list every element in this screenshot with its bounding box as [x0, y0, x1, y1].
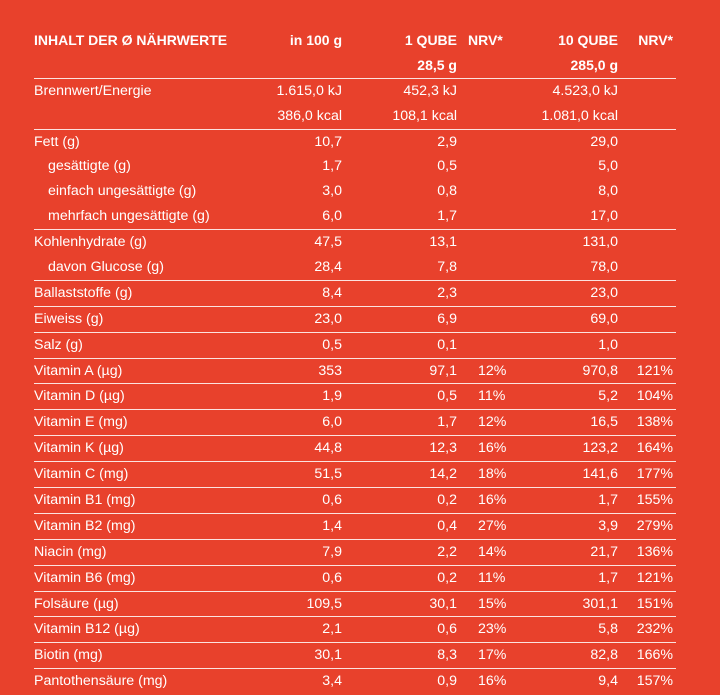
value-qube1: 0,9	[437, 673, 457, 690]
value-qube1: 13,1	[429, 234, 457, 251]
value-qube1: 452,3 kJ	[403, 82, 457, 99]
value-per100: 23,0	[314, 310, 342, 327]
value-per100: 10,7	[314, 133, 342, 150]
value-per100: 3,4	[322, 673, 342, 690]
value-per100: 1,9	[322, 388, 342, 405]
value-qube10: 4.523,0 kJ	[552, 82, 618, 99]
table-row	[34, 104, 676, 129]
value-qube1: 14,2	[429, 466, 457, 483]
value-nrv10: 155%	[636, 492, 673, 509]
row-label: Pantothensäure (mg)	[34, 673, 168, 690]
header-row	[34, 28, 676, 53]
header-nrv10: NRV*	[638, 32, 673, 48]
value-nrv10: 104%	[636, 388, 673, 405]
header-nrv1: NRV*	[468, 32, 503, 48]
value-qube10: 82,8	[590, 647, 618, 664]
value-nrv1: 11%	[478, 388, 506, 405]
value-qube1: 97,1	[429, 362, 457, 379]
value-per100: 8,4	[322, 284, 342, 301]
row-label: Vitamin B1 (mg)	[34, 492, 136, 509]
row-label: Folsäure (µg)	[34, 595, 119, 612]
row-label: Brennwert/Energie	[34, 82, 152, 99]
table-row	[34, 513, 676, 539]
value-qube10: 1,7	[598, 492, 618, 509]
value-qube1: 0,4	[437, 517, 457, 534]
value-qube1: 1,7	[437, 208, 457, 225]
value-nrv1: 23%	[478, 621, 507, 638]
value-qube10: 5,8	[598, 621, 618, 638]
value-per100: 28,4	[314, 259, 342, 276]
row-label: Vitamin B12 (µg)	[34, 621, 140, 638]
value-per100: 1,4	[322, 517, 342, 534]
value-qube10: 23,0	[590, 284, 618, 301]
header-qube1: 1 QUBE	[404, 32, 457, 48]
value-qube10: 9,4	[598, 673, 618, 690]
value-per100: 51,5	[314, 466, 342, 483]
value-qube1: 0,6	[437, 621, 457, 638]
value-qube1: 2,2	[437, 543, 457, 560]
row-label: einfach ungesättigte (g)	[48, 183, 197, 200]
value-qube10: 16,5	[590, 414, 618, 431]
table-row	[34, 616, 676, 642]
row-label: davon Glucose (g)	[48, 259, 164, 276]
value-qube10: 301,1	[582, 595, 618, 612]
value-nrv10: 177%	[636, 466, 673, 483]
value-nrv1: 18%	[478, 466, 507, 483]
row-label: Vitamin B2 (mg)	[34, 517, 136, 534]
value-qube1: 12,3	[429, 440, 457, 457]
table-row	[34, 179, 676, 204]
nutrition-table	[34, 28, 676, 694]
value-per100: 1,7	[322, 158, 342, 175]
header-weight-row	[34, 53, 676, 78]
value-nrv10: 279%	[636, 517, 673, 534]
value-per100: 44,8	[314, 440, 342, 457]
value-qube10: 1,0	[598, 336, 618, 353]
value-qube10: 69,0	[590, 310, 618, 327]
value-per100: 7,9	[322, 543, 342, 560]
row-label: gesättigte (g)	[48, 158, 131, 175]
table-row	[34, 332, 676, 358]
table-row	[34, 565, 676, 591]
table-row	[34, 280, 676, 306]
value-nrv1: 27%	[478, 517, 507, 534]
table-row	[34, 487, 676, 513]
row-label: Niacin (mg)	[34, 543, 107, 560]
value-per100: 109,5	[306, 595, 342, 612]
value-nrv10: 138%	[636, 414, 673, 431]
value-qube10: 131,0	[582, 234, 618, 251]
value-qube1: 0,5	[437, 388, 457, 405]
table-row	[34, 642, 676, 668]
value-qube10: 970,8	[582, 362, 618, 379]
value-per100: 6,0	[322, 414, 342, 431]
header-qube1-weight: 28,5 g	[417, 56, 457, 73]
value-qube1: 2,9	[437, 133, 457, 150]
row-label: Vitamin K (µg)	[34, 440, 124, 457]
value-per100: 386,0 kcal	[277, 107, 342, 124]
value-qube1: 0,2	[437, 492, 457, 509]
value-qube10: 29,0	[590, 133, 618, 150]
value-nrv1: 16%	[478, 492, 507, 509]
table-row	[34, 154, 676, 179]
row-label: mehrfach ungesättigte (g)	[48, 208, 210, 225]
header-qube10-weight: 285,0 g	[570, 56, 618, 73]
table-row	[34, 306, 676, 332]
row-label: Salz (g)	[34, 336, 83, 353]
value-qube1: 0,2	[437, 569, 457, 586]
table-row	[34, 204, 676, 229]
table-row	[34, 461, 676, 487]
table-row	[34, 591, 676, 617]
value-qube10: 3,9	[598, 517, 618, 534]
row-label: Vitamin B6 (mg)	[34, 569, 136, 586]
value-per100: 47,5	[314, 234, 342, 251]
value-nrv10: 121%	[636, 569, 673, 586]
value-nrv10: 166%	[636, 647, 673, 664]
value-nrv1: 12%	[478, 414, 507, 431]
value-per100: 0,6	[322, 492, 342, 509]
row-label: Kohlenhydrate (g)	[34, 234, 147, 251]
value-qube10: 17,0	[590, 208, 618, 225]
value-qube1: 0,1	[437, 336, 457, 353]
table-row	[34, 229, 676, 255]
value-qube1: 0,8	[437, 183, 457, 200]
value-qube1: 6,9	[437, 310, 457, 327]
value-nrv10: 164%	[636, 440, 673, 457]
table-row	[34, 383, 676, 409]
row-label: Vitamin A (µg)	[34, 362, 123, 379]
row-label: Biotin (mg)	[34, 647, 103, 664]
header-qube10: 10 QUBE	[558, 32, 618, 48]
value-nrv1: 15%	[478, 595, 507, 612]
value-qube10: 1,7	[598, 569, 618, 586]
value-per100: 0,5	[322, 336, 342, 353]
table-row	[34, 255, 676, 280]
value-qube10: 78,0	[590, 259, 618, 276]
value-nrv10: 232%	[636, 621, 673, 638]
value-nrv1: 11%	[478, 569, 506, 586]
value-per100: 6,0	[322, 208, 342, 225]
table-title: INHALT DER Ø NÄHRWERTE	[34, 32, 228, 48]
value-per100: 30,1	[314, 647, 342, 664]
table-row	[34, 668, 676, 694]
value-qube10: 21,7	[590, 543, 618, 560]
value-per100: 1.615,0 kJ	[276, 82, 342, 99]
table-row	[34, 78, 676, 104]
value-qube1: 8,3	[437, 647, 457, 664]
value-per100: 2,1	[322, 621, 342, 638]
value-qube10: 8,0	[598, 183, 618, 200]
value-per100: 0,6	[322, 569, 342, 586]
value-qube1: 1,7	[437, 414, 457, 431]
table-row	[34, 358, 676, 384]
value-nrv10: 151%	[636, 595, 673, 612]
value-per100: 353	[318, 362, 342, 379]
row-label: Vitamin E (mg)	[34, 414, 128, 431]
value-nrv1: 14%	[478, 543, 507, 560]
row-label: Eiweiss (g)	[34, 310, 104, 327]
value-qube1: 2,3	[437, 284, 457, 301]
value-qube1: 7,8	[437, 259, 457, 276]
value-nrv1: 16%	[478, 440, 507, 457]
value-qube10: 5,0	[598, 158, 618, 175]
value-nrv1: 17%	[478, 647, 507, 664]
row-label: Fett (g)	[34, 133, 80, 150]
value-nrv1: 12%	[478, 362, 507, 379]
value-qube10: 141,6	[582, 466, 618, 483]
value-qube1: 0,5	[437, 158, 457, 175]
row-label: Ballaststoffe (g)	[34, 284, 133, 301]
value-qube10: 1.081,0 kcal	[541, 107, 618, 124]
value-qube1: 108,1 kcal	[392, 107, 457, 124]
row-label: Vitamin C (mg)	[34, 466, 129, 483]
table-row	[34, 129, 676, 155]
value-qube10: 5,2	[598, 388, 618, 405]
table-row	[34, 409, 676, 435]
value-qube10: 123,2	[582, 440, 618, 457]
row-label: Vitamin D (µg)	[34, 388, 125, 405]
value-nrv10: 136%	[636, 543, 673, 560]
table-row	[34, 539, 676, 565]
value-nrv1: 16%	[478, 673, 507, 690]
value-per100: 3,0	[322, 183, 342, 200]
table-body	[34, 78, 676, 694]
value-nrv10: 157%	[636, 673, 673, 690]
table-row	[34, 435, 676, 461]
value-qube1: 30,1	[429, 595, 457, 612]
header-per100: in 100 g	[289, 32, 342, 48]
value-nrv10: 121%	[636, 362, 673, 379]
